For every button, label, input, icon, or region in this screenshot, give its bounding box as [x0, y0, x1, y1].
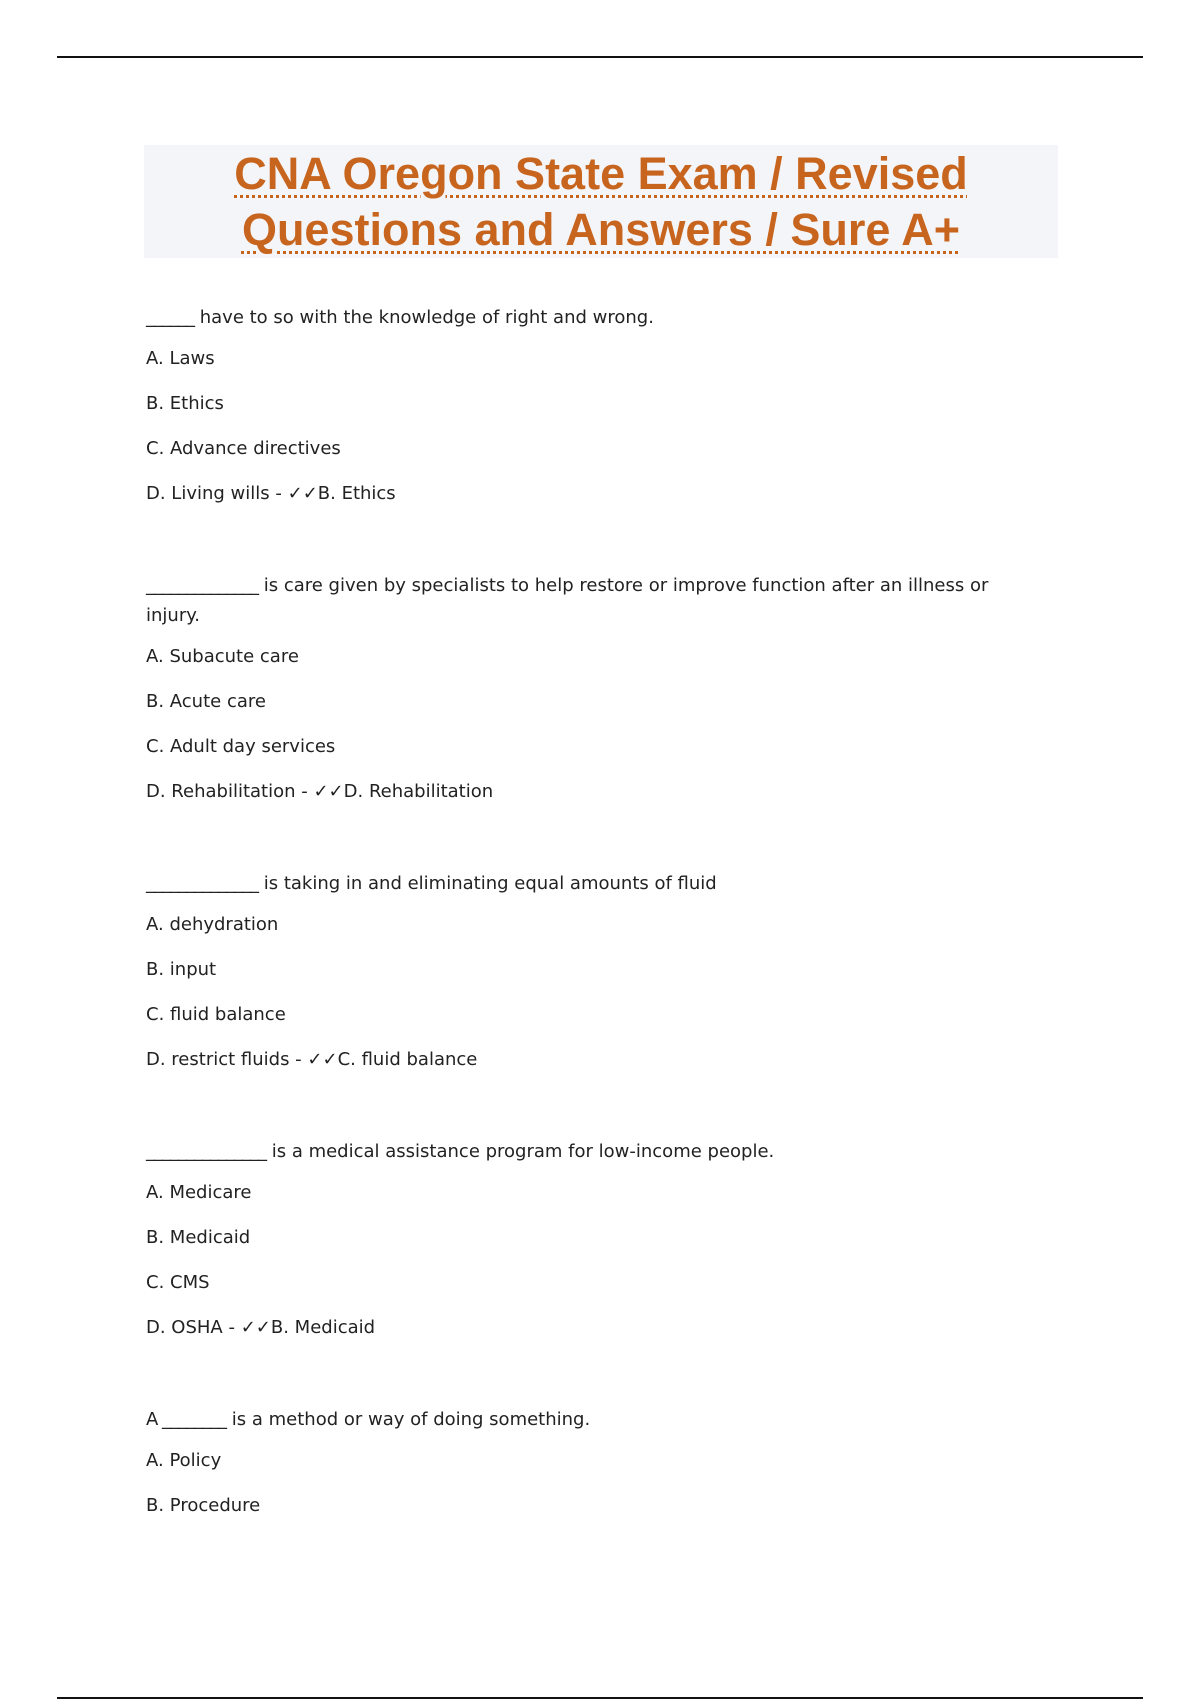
option-text: A. Medicare — [146, 1182, 252, 1203]
answer-blank: ______ — [146, 307, 194, 328]
option-text: C. Adult day services — [146, 736, 336, 757]
question-text: is care given by specialists to help restore or improve function after an illness or injury. — [146, 575, 989, 626]
option-text: B. input — [146, 959, 217, 980]
option-text: A. Laws — [146, 348, 215, 369]
option-text: D. restrict fluids — [146, 1049, 290, 1070]
correct-answer: D. Rehabilitation — [343, 781, 494, 802]
answer-option — [146, 482, 1046, 506]
answer-separator: - — [289, 1049, 308, 1070]
answer-option — [146, 645, 1046, 669]
correct-answer: B. Medicaid — [270, 1317, 376, 1338]
answer-separator: - — [295, 781, 314, 802]
correct-answer: C. fluid balance — [337, 1049, 478, 1070]
question-stem — [146, 1137, 1046, 1167]
answer-option — [146, 392, 1046, 416]
answer-option — [146, 437, 1046, 461]
option-text: A. Subacute care — [146, 646, 299, 667]
option-text: B. Acute care — [146, 691, 266, 712]
answer-option — [146, 1226, 1046, 1250]
option-text: D. OSHA — [146, 1317, 223, 1338]
question-text: have to so with the knowledge of right and wrong. — [194, 307, 654, 328]
answer-option — [146, 1494, 1046, 1518]
question-text: is a method or way of doing something. — [226, 1409, 591, 1430]
answer-blank: _______________ — [146, 1141, 266, 1162]
answer-separator: - — [222, 1317, 241, 1338]
answer-option — [146, 1449, 1046, 1473]
answer-option — [146, 780, 1046, 804]
option-text: A. Policy — [146, 1450, 222, 1471]
option-text: C. CMS — [146, 1272, 210, 1293]
option-text: D. Living wills — [146, 483, 270, 504]
answer-blank: ______________ — [146, 575, 258, 596]
question-text: is a medical assistance program for low-income people. — [266, 1141, 775, 1162]
double-check-icon: ✓✓ — [287, 483, 318, 504]
answer-option — [146, 1271, 1046, 1295]
answer-option — [146, 347, 1046, 371]
answer-option — [146, 735, 1046, 759]
answer-option — [146, 913, 1046, 937]
question-stem — [146, 1405, 1046, 1435]
title-banner — [144, 145, 1058, 258]
top-rule — [57, 56, 1143, 58]
option-text: B. Medicaid — [146, 1227, 251, 1248]
question-stem — [146, 571, 1046, 631]
title-line-1: CNA Oregon State Exam / Revised — [234, 147, 968, 199]
question-list — [146, 303, 1046, 1539]
bottom-rule — [57, 1697, 1143, 1699]
option-text: A. dehydration — [146, 914, 279, 935]
answer-blank: ______________ — [146, 873, 258, 894]
correct-answer: B. Ethics — [317, 483, 396, 504]
double-check-icon: ✓✓ — [307, 1049, 338, 1070]
option-text: C. Advance directives — [146, 438, 341, 459]
answer-option — [146, 1003, 1046, 1027]
answer-option — [146, 958, 1046, 982]
answer-option — [146, 1316, 1046, 1340]
option-text: C. fluid balance — [146, 1004, 286, 1025]
question-stem — [146, 303, 1046, 333]
option-text: B. Ethics — [146, 393, 224, 414]
option-text: B. Procedure — [146, 1495, 261, 1516]
double-check-icon: ✓✓ — [313, 781, 344, 802]
question-text: is taking in and eliminating equal amounts of fluid — [258, 873, 717, 894]
answer-blank: A ________ — [146, 1409, 227, 1430]
double-check-icon: ✓✓ — [240, 1317, 271, 1338]
answer-option — [146, 1181, 1046, 1205]
question-stem — [146, 869, 1046, 899]
title-line-2: Questions and Answers / Sure A+ — [241, 203, 961, 255]
option-text: D. Rehabilitation — [146, 781, 296, 802]
answer-option — [146, 690, 1046, 714]
answer-separator: - — [269, 483, 288, 504]
answer-option — [146, 1048, 1046, 1072]
